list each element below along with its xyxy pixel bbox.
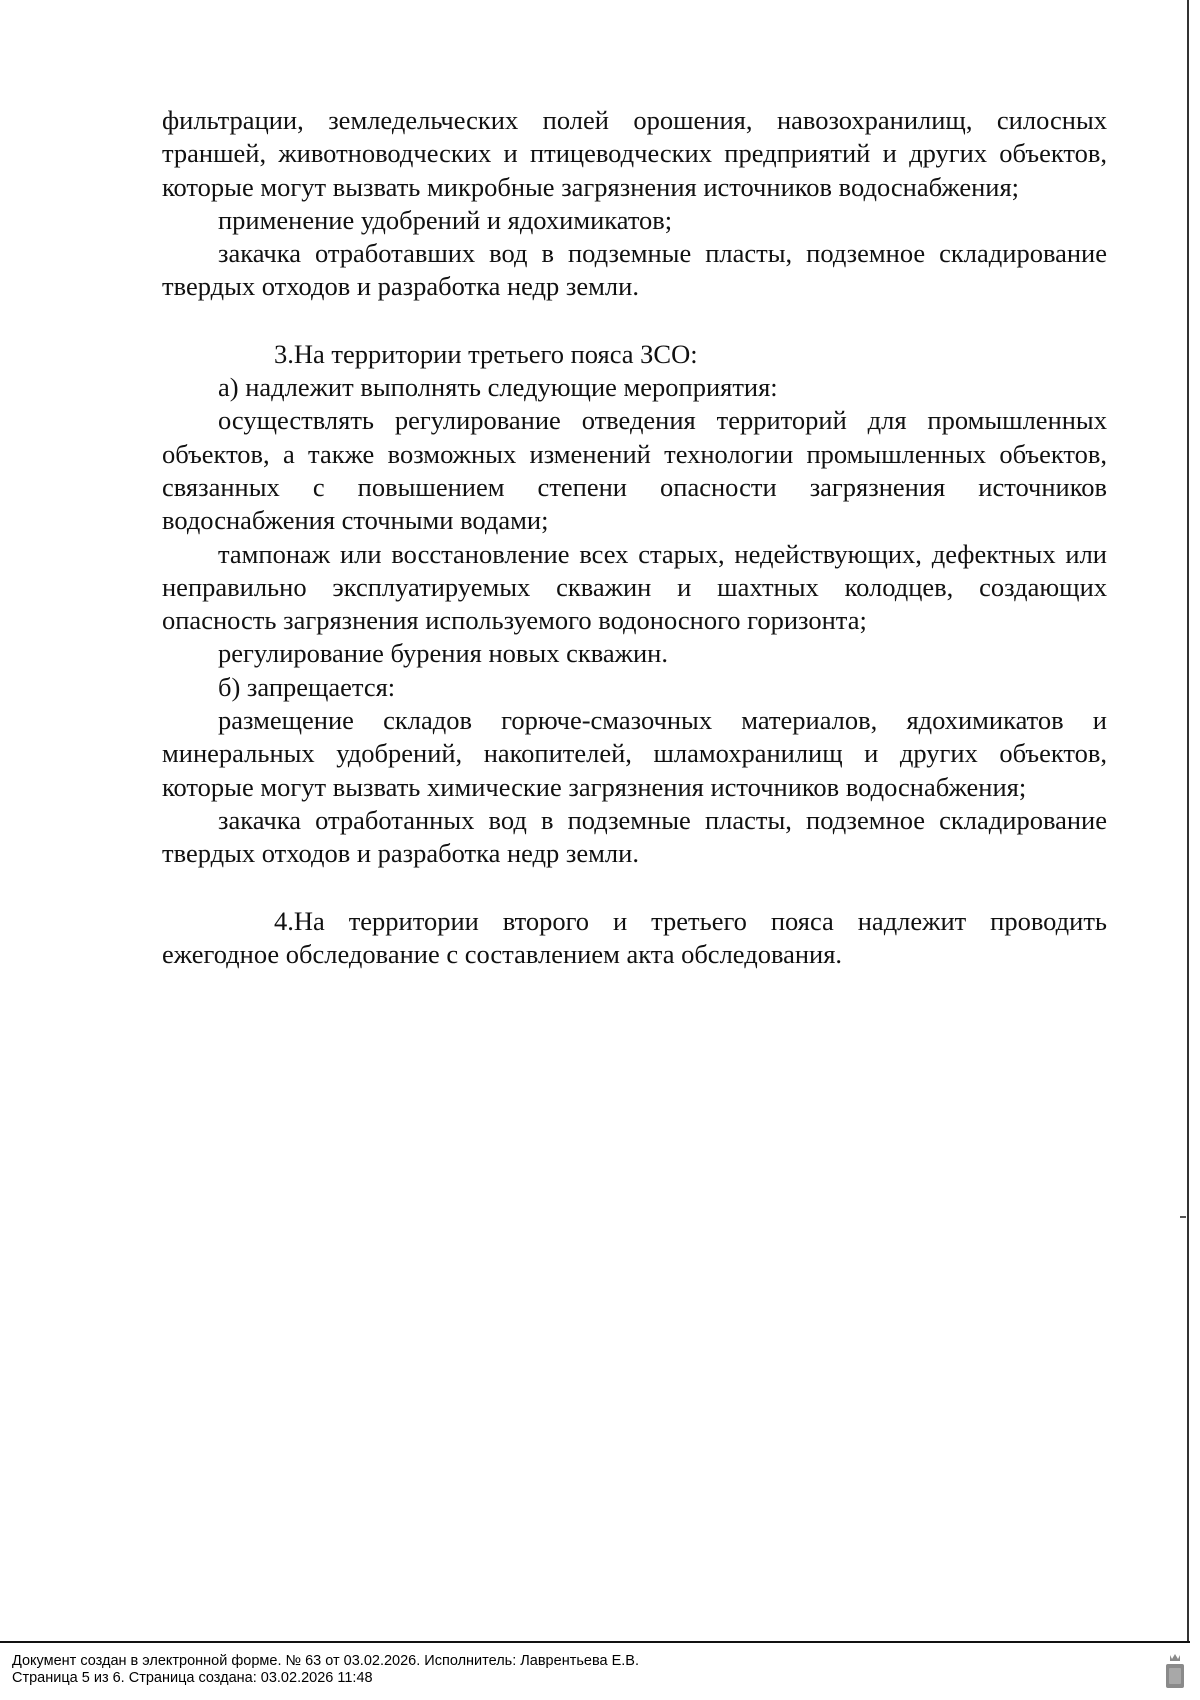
paragraph	[162, 104, 1107, 204]
numbered-paragraph	[162, 905, 1107, 972]
page-border-right	[1187, 0, 1189, 1648]
footer-page-info: Страница 5 из 6. Страница создана: 03.02.2026 11:48	[12, 1670, 373, 1686]
paragraph-text: тампонаж или восстановление всех старых, недействующих, дефектных или неправильно эксплуатируемых скважин и шахтных колодцев, создающих опасность загрязнения используемого водоносного горизонта;	[162, 538, 1107, 636]
coat-of-arms-icon	[1164, 1652, 1186, 1690]
paragraph	[162, 237, 1107, 304]
paragraph-text: закачка отработанных вод в подземные пласты, подземное складирование твердых отходов и разработка недр земли.	[162, 804, 1107, 869]
footer-document-info: Документ создан в электронной форме. № 63 от 03.02.2026. Исполнитель: Лаврентьева Е.В.	[12, 1653, 639, 1669]
paragraph-text: закачка отработавших вод в подземные пласты, подземное складирование твердых отходов и разработка недр земли.	[162, 238, 1107, 302]
paragraph-text: осуществлять регулирование отведения территорий для промышленных объектов, а также возможных изменений технологии промышленных объектов, связанных с повышением степени опасности загрязнения источников водоснабжения сточными водами;	[162, 405, 1107, 536]
paragraph-text: регулирование бурения новых скважин.	[218, 638, 668, 669]
paragraph-text: фильтрации, земледельческих полей орошения, навозохранилищ, силосных траншей, животноводческих и птицеводческих предприятий и других объектов, которые могут вызвать микробные загрязнения источников водоснабжения;	[162, 105, 1107, 202]
numbered-paragraph	[162, 338, 1107, 371]
paragraph-number: 4.	[274, 905, 294, 936]
paragraph	[162, 204, 1107, 237]
paragraph	[162, 671, 1107, 704]
paragraph	[162, 804, 1107, 871]
paragraph	[162, 371, 1107, 404]
paragraph-text: а) надлежит выполнять следующие мероприятия:	[218, 372, 778, 403]
paragraph	[162, 538, 1107, 638]
document-body	[162, 104, 1107, 971]
paragraph-text: применение удобрений и ядохимикатов;	[218, 204, 673, 235]
paragraph-text: На территории третьего пояса ЗСО:	[293, 338, 698, 369]
paragraph-number: 3.	[274, 338, 294, 369]
paragraph-gap	[162, 871, 1107, 905]
paragraph	[162, 637, 1107, 670]
page-border-mark	[1180, 1216, 1186, 1218]
paragraph-text: На территории второго и третьего пояса надлежит проводить ежегодное обследование с составлением акта обследования.	[162, 905, 1107, 969]
electronic-document-footer	[0, 1641, 1190, 1700]
paragraph-text: размещение складов горюче-смазочных материалов, ядохимикатов и минеральных удобрений, накопителей, шламохранилищ и других объектов, которые могут вызвать химические загрязнения источников водоснабжения;	[162, 705, 1107, 802]
paragraph	[162, 704, 1107, 804]
paragraph-text: б) запрещается:	[218, 671, 396, 702]
paragraph-gap	[162, 304, 1107, 338]
paragraph	[162, 404, 1107, 537]
